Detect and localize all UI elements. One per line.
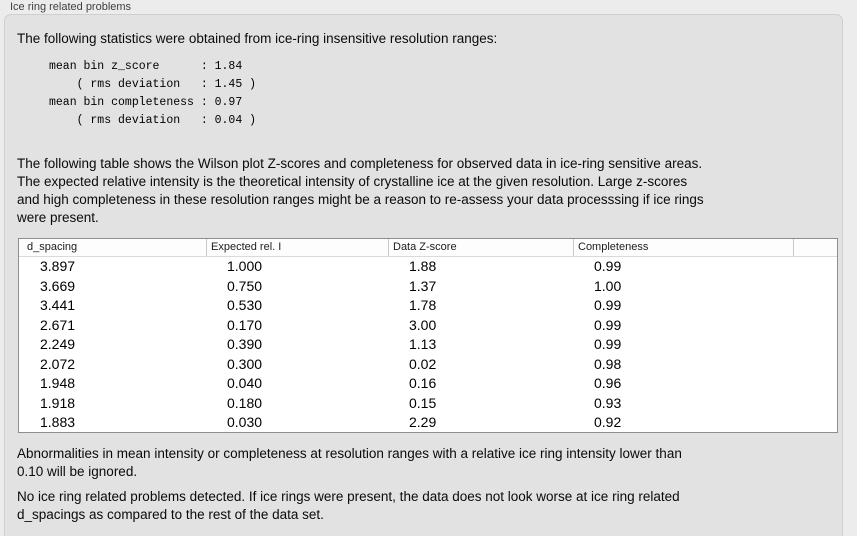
stats-intro-text: The following statistics were obtained from ice-ring insensitive resolution ranges: [17,31,498,46]
table-cell: 1.88 [409,258,437,275]
ice-ring-table [18,238,838,433]
table-row[interactable] [19,296,837,316]
table-cell: 0.99 [594,297,622,314]
table-cell: 0.530 [227,297,263,314]
table-cell: 1.948 [40,375,76,392]
table-cell: 0.170 [227,316,263,333]
table-cell: 1.918 [40,394,76,411]
table-cell: 1.78 [409,297,437,314]
table-row[interactable] [19,374,837,394]
column-header-d-spacing[interactable]: d_spacing [27,241,78,254]
column-header-data-z-score[interactable]: Data Z-score [388,239,573,256]
table-row[interactable] [19,413,837,433]
table-cell: 2.671 [40,316,76,333]
table-cell: 0.92 [594,414,622,431]
table-cell: 0.16 [409,375,437,392]
table-cell: 1.13 [409,336,437,353]
table-cell: 0.030 [227,414,263,431]
ice-ring-panel [4,14,843,536]
table-cell: 0.96 [594,375,622,392]
table-cell: 2.072 [40,355,76,372]
column-header-spacer[interactable] [793,239,837,256]
table-cell: 0.040 [227,375,263,392]
table-row[interactable] [19,335,837,355]
table-cell: 0.750 [227,277,263,294]
conclusion-text: No ice ring related problems detected. If ice rings were present, the data does not look worse at ice ring related d_spacings as compared to the rest of the data set. [17,489,680,522]
table-cell: 0.390 [227,336,263,353]
table-cell: 0.15 [409,394,437,411]
table-header [19,239,837,257]
table-cell: 3.00 [409,316,437,333]
table-cell: 1.000 [227,258,263,275]
column-header-expected-rel-i[interactable]: Expected rel. I [206,239,388,256]
table-cell: 3.669 [40,277,76,294]
table-cell: 3.441 [40,297,76,314]
table-cell: 1.37 [409,277,437,294]
table-cell: 0.99 [594,258,622,275]
table-cell: 2.249 [40,336,76,353]
table-row[interactable] [19,354,837,374]
table-cell: 0.180 [227,394,263,411]
table-row[interactable] [19,315,837,335]
ignore-note-text: Abnormalities in mean intensity or completeness at resolution ranges with a relative ice ring intensity lower than 0.10 will be ignored. [17,446,682,479]
table-cell: 1.883 [40,414,76,431]
table-cell: 1.00 [594,277,622,294]
table-cell: 0.98 [594,355,622,372]
table-row[interactable] [19,276,837,296]
table-row[interactable] [19,257,837,277]
stats-summary-block: mean bin z_score : 1.84 ( rms deviation : 1.45 ) mean bin completeness : 0.97 ( rms deviation : 0.04 ) [49,60,257,127]
table-cell: 0.99 [594,336,622,353]
table-row[interactable] [19,393,837,413]
table-cell: 0.99 [594,316,622,333]
table-body [19,257,837,433]
panel-title: Ice ring related problems [10,1,132,13]
table-cell: 0.02 [409,355,437,372]
table-cell: 0.300 [227,355,263,372]
table-cell: 0.93 [594,394,622,411]
table-cell: 2.29 [409,414,437,431]
table-cell: 3.897 [40,258,76,275]
table-description-text: The following table shows the Wilson plot Z-scores and completeness for observed data in ice-ring sensitive areas. The expected relative intensity is the theoretical intensity of crystalline ice at the given resolution. Large z-scores and high completeness in these resolution ranges might be a reason to re-assess your data processsing if ice rings were present. [17,156,704,225]
column-header-completeness[interactable]: Completeness [573,239,793,256]
